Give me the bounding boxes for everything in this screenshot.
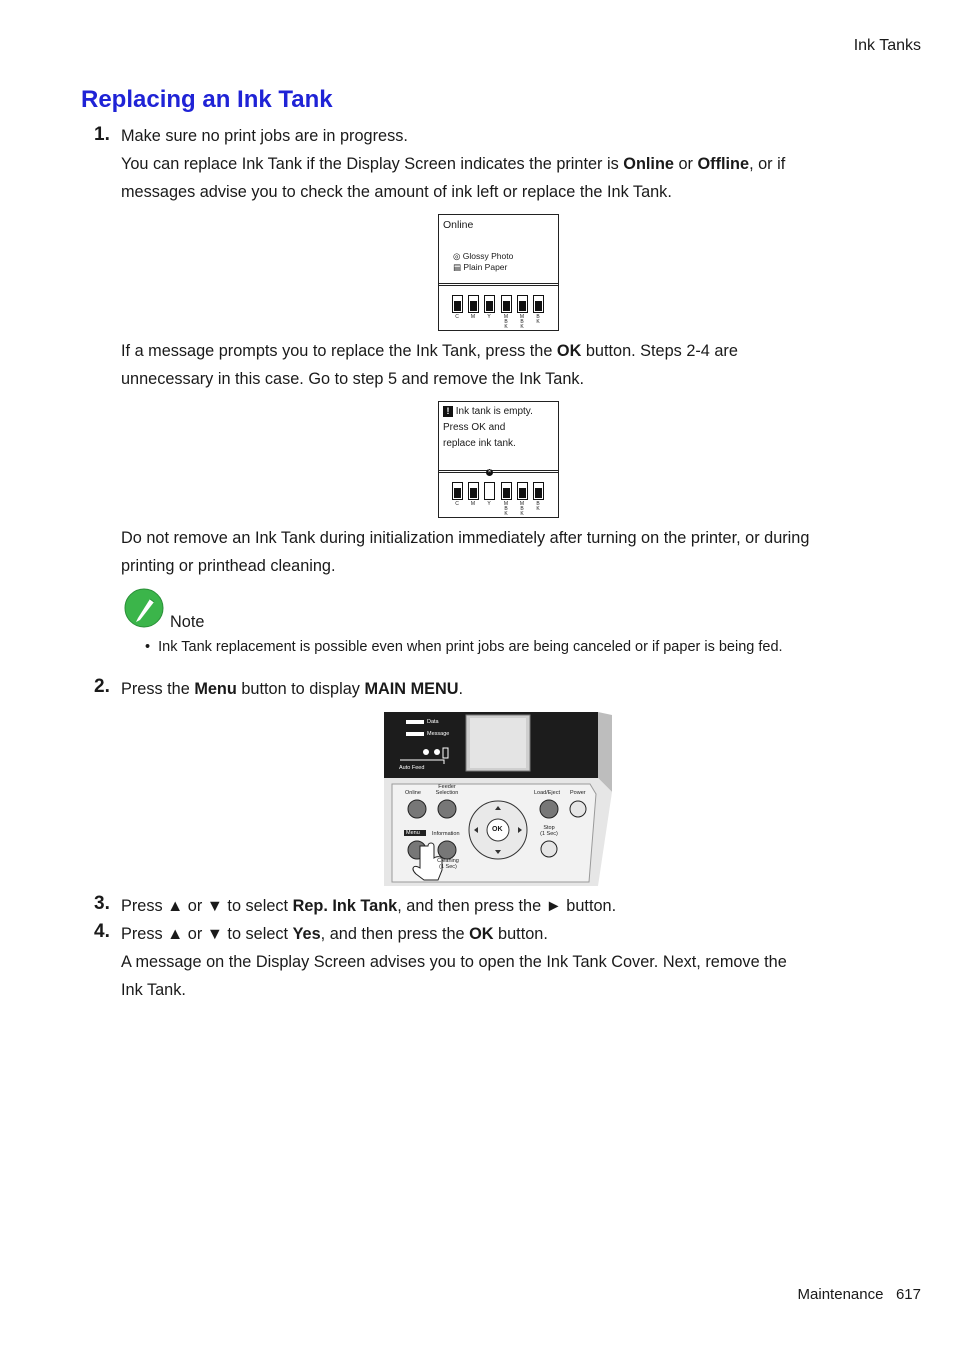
feeder-selection-label: Feeder Selection [435,784,459,796]
ink-tank-label: M B K [503,314,509,330]
ink-fill [486,301,493,311]
ink-fill [470,488,477,498]
step1-paragraph2: If a message prompts you to replace the Ink Tank, press the OK button. Steps 2-4 are unnecessary in this case. Go to step 5 and remove the Ink Tank. [121,342,738,388]
cleaning-label: Cleaning (1 Sec) [437,858,459,870]
ink-fill [519,301,526,311]
step-number-1: 1. [94,124,110,145]
ok-button-label: OK [492,826,503,833]
step2-text: Press the Menu button to display MAIN MENU. [121,680,464,698]
note-label: Note [170,613,205,631]
ink-tank [484,482,495,500]
lcd-media1: ◎ Glossy Photo [453,251,514,261]
sheet-icon: ▤ [453,262,462,272]
ink-fill [519,488,526,498]
ink-tank [452,295,463,313]
ink-tank [484,295,495,313]
ink-tank [533,295,544,313]
ink-tank-label: B K [536,501,540,512]
lcd-empty-screen [438,401,559,518]
ink-tank [468,295,479,313]
roll-icon: ◎ [453,251,461,261]
ink-tank-label: M [470,314,476,320]
power-label: Power [570,790,586,796]
message-lamp-label: Message [427,731,450,737]
ink-tank-label: M B K [519,501,525,517]
step-number-2: 2. [94,676,110,697]
lcd-status-text: Online [443,219,474,231]
ink-fill [470,301,477,311]
ink-tank-label: M B K [519,314,525,330]
ink-fill [535,488,542,498]
online-label: Online [405,790,421,796]
ink-tank-label: Y [487,314,491,320]
data-lamp-label: Data [427,719,439,725]
information-label: Information [432,831,460,837]
ink-fill [454,301,461,311]
ink-tank-label: M B K [503,501,509,517]
step-number-3: 3. [94,893,110,914]
lcd-media2: ▤ Plain Paper [453,262,508,272]
section-title: Replacing an Ink Tank [81,86,333,113]
menu-label: Menu [406,830,420,836]
ink-tank [501,482,512,500]
ink-tank [533,482,544,500]
load-eject-label: Load/Eject [534,790,560,796]
empty-warning-icon: × [487,469,492,475]
note-pencil-icon [124,588,164,628]
ink-tank [501,295,512,313]
ink-tank [452,482,463,500]
ink-level-bar [439,285,558,330]
ink-fill [454,488,461,498]
ink-tank [517,295,528,313]
ink-tank-label: C [455,314,459,320]
stop-label: Stop (1 Sec) [540,825,558,837]
ink-tank [517,482,528,500]
ink-tank-label: M [470,501,476,507]
step1-paragraph1: You can replace Ink Tank if the Display Screen indicates the printer is Online or Offline, or if messages advise you to check the amount of ink left or replace the Ink Tank. [121,155,786,201]
step1-paragraph3: Do not remove an Ink Tank during initialization immediately after turning on the printer, or during printing or printhead cleaning. [121,529,810,575]
step3-text: Press ▲ or ▼ to select Rep. Ink Tank, and then press the ► button. [121,897,617,915]
lcd-message-line3: replace ink tank. [443,438,516,449]
step1-line1: Make sure no print jobs are in progress. [121,127,408,145]
ink-fill [503,488,510,498]
lcd-online-screen [438,214,559,331]
running-header: Ink Tanks [853,37,921,54]
step4-text: Press ▲ or ▼ to select Yes, and then press the OK button. A message on the Display Screen advises you to open the Ink Tank Cover. Next, remove the Ink Tank. [121,925,787,999]
note-item: • Ink Tank replacement is possible even when print jobs are being canceled or if paper is being fed. [145,639,783,655]
ink-fill [535,301,542,311]
running-footer: Maintenance 617 [797,1286,921,1303]
ink-fill [503,301,510,311]
lcd-message-line2: Press OK and [443,422,506,433]
auto-feed-label: Auto Feed [399,765,425,771]
step-number-4: 4. [94,921,110,942]
control-panel-illustration [384,712,614,886]
ink-level-bar [439,469,558,517]
lcd-message-line1: ! Ink tank is empty. [443,406,533,417]
ink-tank-label: Y [487,501,491,507]
ink-tank-label: B K [536,314,540,325]
ink-tank-label: C [455,501,459,507]
ink-tank [468,482,479,500]
exclamation-icon: ! [443,406,453,417]
